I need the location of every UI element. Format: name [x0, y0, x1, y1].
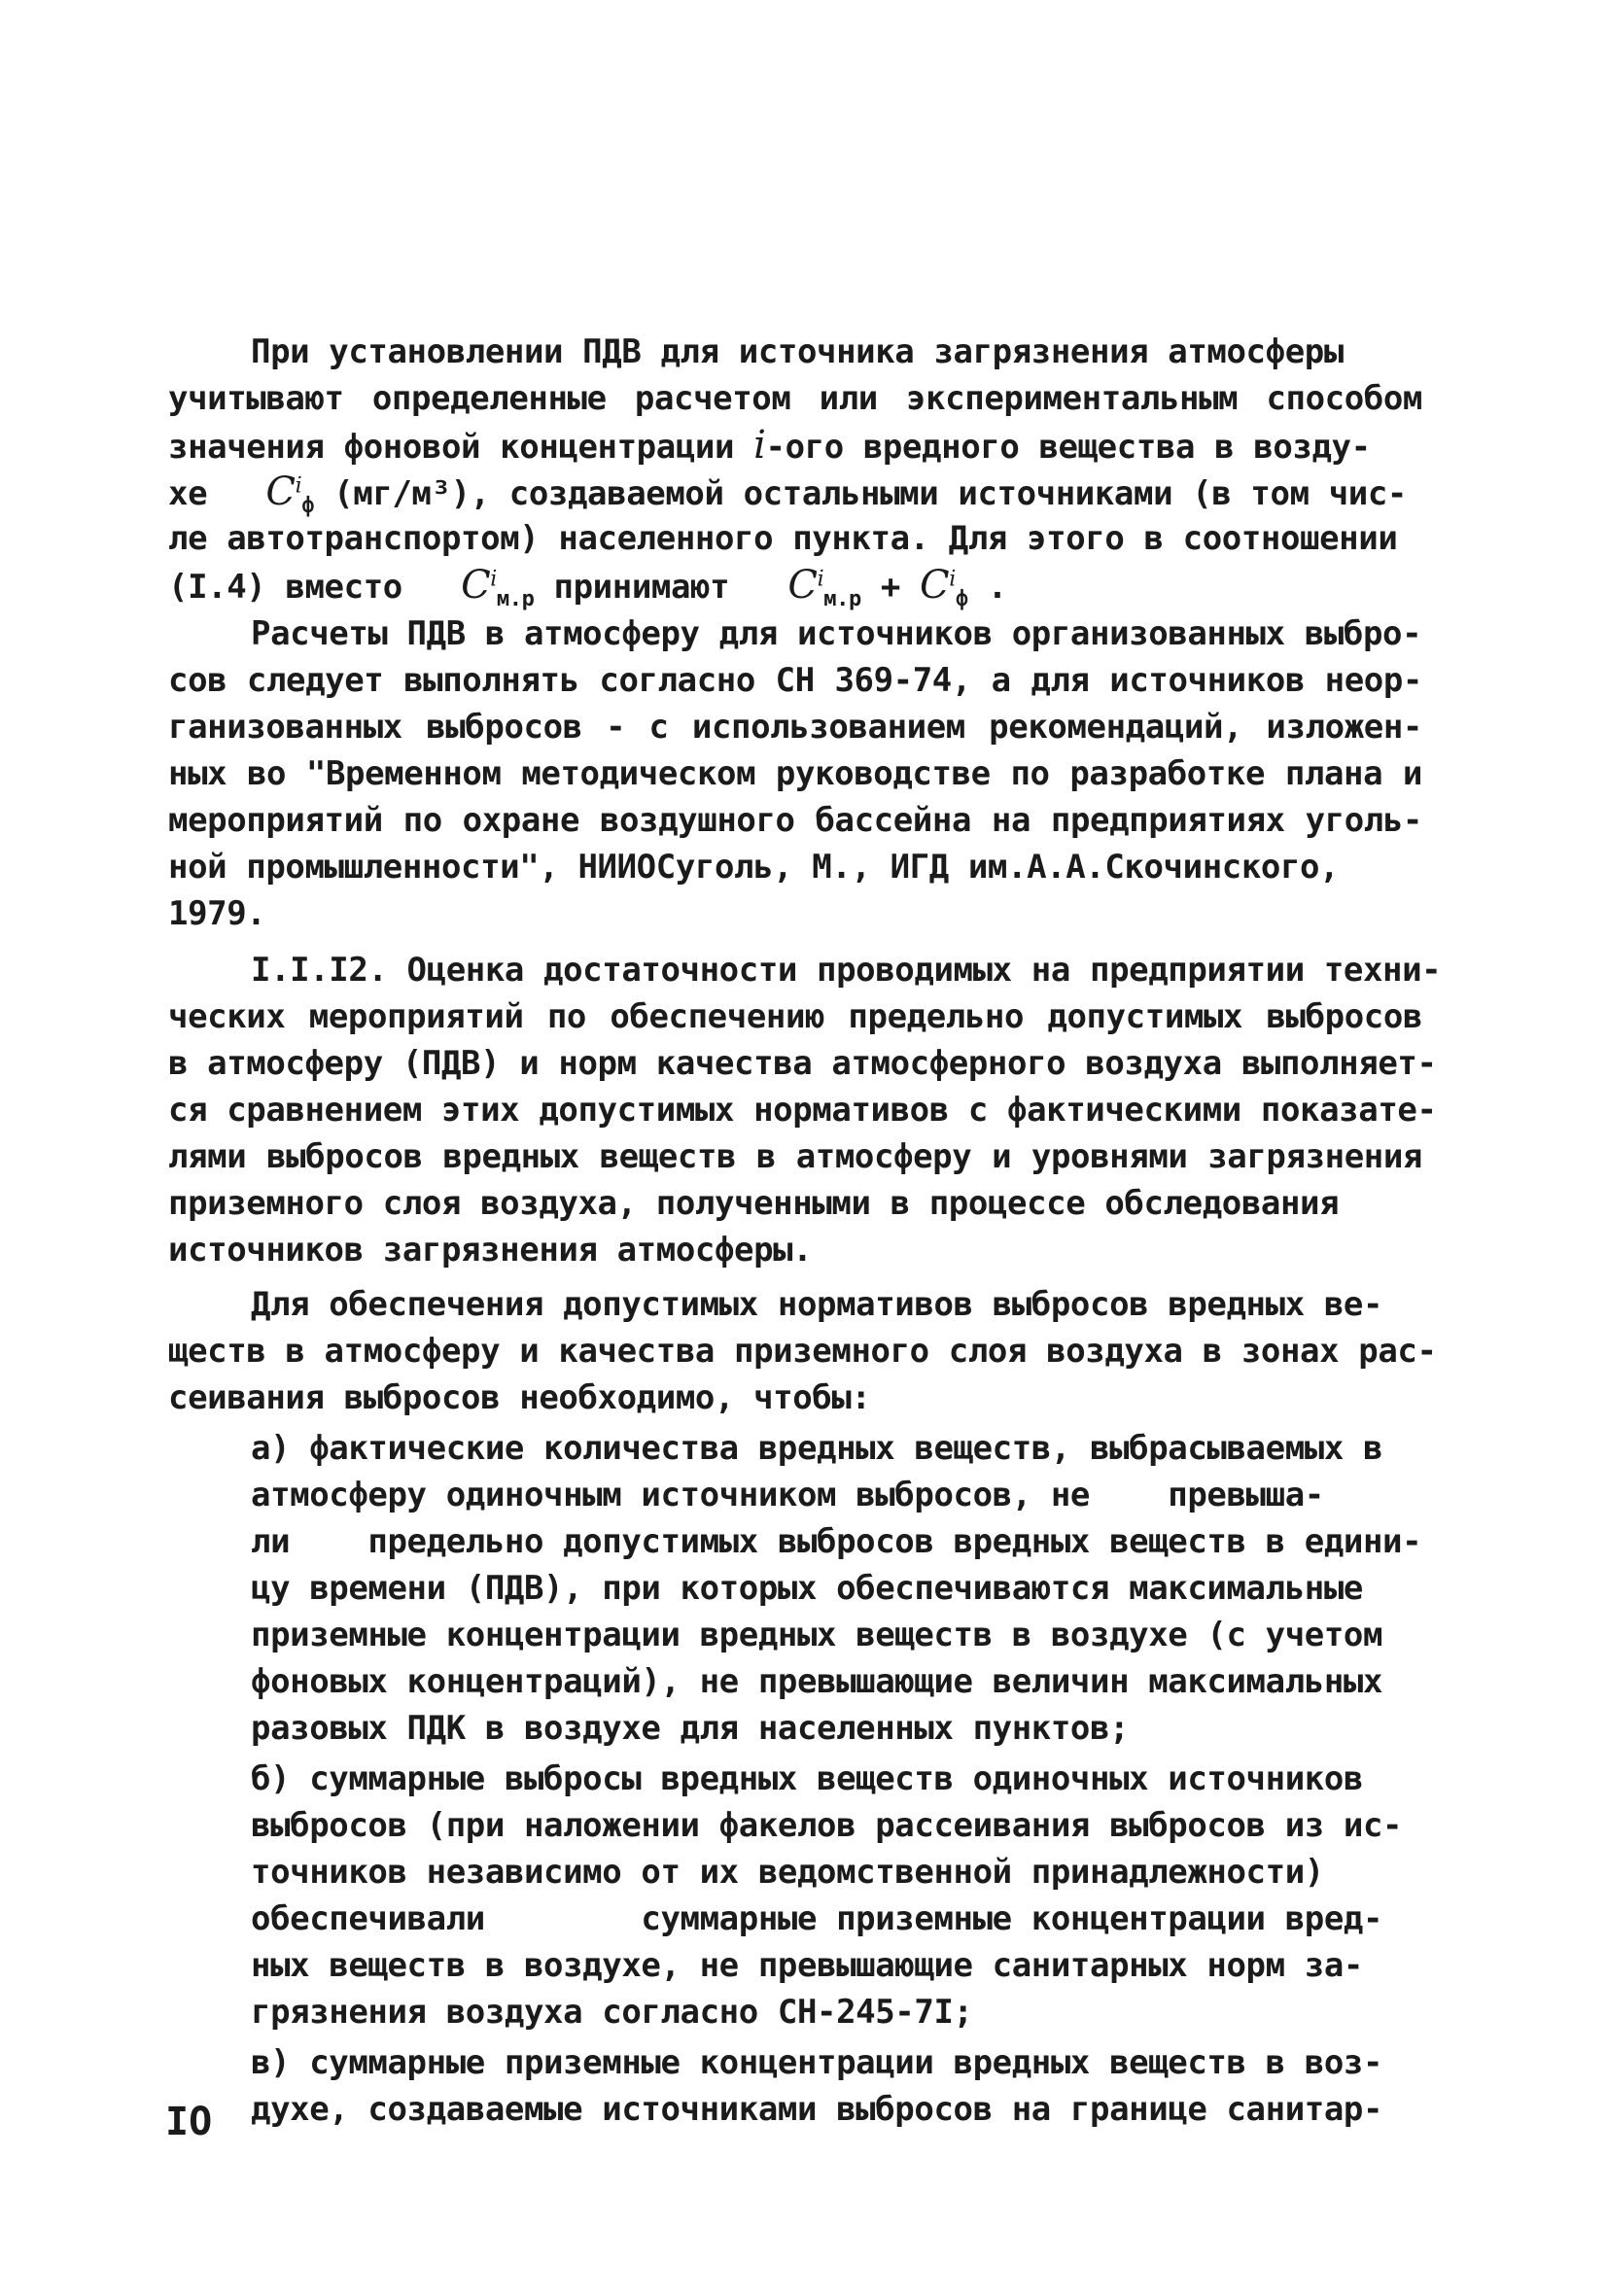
item-b-line-5: ных веществ в воздухе, не превышающие санитарных норм за-: [251, 1946, 1363, 1985]
p4-line-2: ществ в атмосферу и качества приземного слоя воздуха в зонах рас-: [168, 1332, 1437, 1371]
superscript-i: i: [295, 473, 302, 499]
subscript-f: ф: [301, 493, 315, 518]
item-a-line-3: ли предельно допустимых выбросов вредных веществ в едини-: [251, 1522, 1422, 1561]
p1-line-6a: (I.4) вместо: [168, 568, 422, 607]
superscript-i: i: [490, 567, 497, 592]
page-number: IO: [165, 2100, 213, 2144]
plus-sign: +: [860, 568, 921, 607]
item-a-line-1: а) фактические количества вредных веществ, выбрасываемых в: [251, 1429, 1383, 1468]
p1-line-4a: хе: [168, 474, 227, 513]
math-symbol-c: C: [787, 563, 818, 608]
p4-line-1: Для обеспечения допустимых нормативов выбросов вредных ве-: [251, 1285, 1383, 1324]
p2-line-6: ной промышленности", НИИОСуголь, М., ИГД им.А.А.Скочинского,: [168, 848, 1340, 887]
p2-line-4: ных во "Временном методическом руководстве по разработке плана и: [168, 754, 1422, 793]
period: .: [967, 568, 1007, 607]
subscript-f: ф: [955, 586, 968, 611]
math-symbol-c: C: [461, 563, 491, 608]
p1-line-3a: значения фоновой концентрации: [168, 428, 754, 467]
p2-line-5: мероприятий по охране воздушного бассейна на предприятиях уголь-: [168, 801, 1422, 840]
math-symbol-i: i: [753, 423, 766, 468]
p2-line-1: Расчеты ПДВ в атмосферу для источников организованных выбро-: [251, 614, 1422, 653]
p3-line-3: в атмосферу (ПДВ) и норм качества атмосферного воздуха выполняет-: [168, 1044, 1437, 1083]
p1-line-1: При установлении ПДВ для источника загрязнения атмосферы: [251, 332, 1344, 371]
subscript-mr: м.р: [823, 586, 861, 611]
item-v-line-2: духе, создаваемые источниками выбросов на границе санитар-: [251, 2090, 1383, 2129]
item-a-line-2: атмосферу одиночным источником выбросов, не превыша-: [251, 1476, 1324, 1514]
math-symbol-c: C: [920, 563, 950, 608]
p3-line-4: ся сравнением этих допустимых нормативов с фактическими показате-: [168, 1091, 1437, 1130]
item-a-line-6: фоновых концентраций), не превышающие величин максимальных: [251, 1662, 1383, 1701]
p3-line-2: ческих мероприятий по обеспечению предельно допустимых выбросов: [168, 997, 1422, 1036]
item-a-line-7: разовых ПДК в воздухе для населенных пунктов;: [251, 1709, 1130, 1748]
p1-line-3: [168, 422, 1422, 470]
item-b-line-3: точников независимо от их ведомственной принадлежности): [251, 1853, 1324, 1892]
item-a-line-4: цу времени (ПДВ), при которых обеспечиваются максимальные: [251, 1569, 1363, 1608]
p1-line-6: [168, 562, 1422, 610]
p3-line-6: приземного слоя воздуха, полученными в процессе обследования: [168, 1184, 1340, 1223]
math-symbol-c: C: [265, 470, 296, 514]
p1-line-4: [168, 469, 1422, 517]
subscript-mr: м.р: [496, 586, 535, 611]
p2-line-2: сов следует выполнять согласно СН 369-74, а для источников неор-: [168, 661, 1422, 700]
item-b-line-6: грязнения воздуха согласно СН-245-7I;: [251, 1993, 973, 2032]
item-b-line-2: выбросов (при наложении факелов рассеивания выбросов из ис-: [251, 1806, 1403, 1845]
p1-line-3b: -ого вредного вещества в возду-: [765, 428, 1371, 467]
p3-line-7: источников загрязнения атмосферы.: [168, 1231, 813, 1270]
p1-line-6b: принимают: [534, 568, 750, 607]
item-a-line-5: приземные концентрации вредных веществ в воздухе (с учетом: [251, 1616, 1383, 1654]
p2-line-3: ганизованных выбросов - с использованием рекомендаций, изложен-: [168, 708, 1422, 747]
superscript-i: i: [949, 567, 956, 592]
p1-line-4b: (мг/м³), создаваемой остальными источниками (в том чис-: [314, 474, 1407, 513]
p3-line-1: I.I.I2. Оценка достаточности проводимых на предприятии техни-: [251, 951, 1442, 990]
p3-line-5: лями выбросов вредных веществ в атмосферу и уровнями загрязнения: [168, 1137, 1422, 1176]
p1-line-2: учитывают определенные расчетом или экспериментальным способом: [168, 379, 1422, 418]
p1-line-5: ле автотранспортом) населенного пункта. Для этого в соотношении: [168, 519, 1398, 558]
p4-line-3: сеивания выбросов необходимо, чтобы:: [168, 1378, 871, 1417]
p2-line-7: 1979.: [168, 894, 266, 933]
item-b-line-4: обеспечивали суммарные приземные концентрации вред-: [251, 1899, 1383, 1938]
superscript-i: i: [817, 567, 824, 592]
item-b-line-1: б) суммарные выбросы вредных веществ одиночных источников: [251, 1759, 1363, 1798]
item-v-line-1: в) суммарные приземные концентрации вредных веществ в воз-: [251, 2043, 1383, 2082]
